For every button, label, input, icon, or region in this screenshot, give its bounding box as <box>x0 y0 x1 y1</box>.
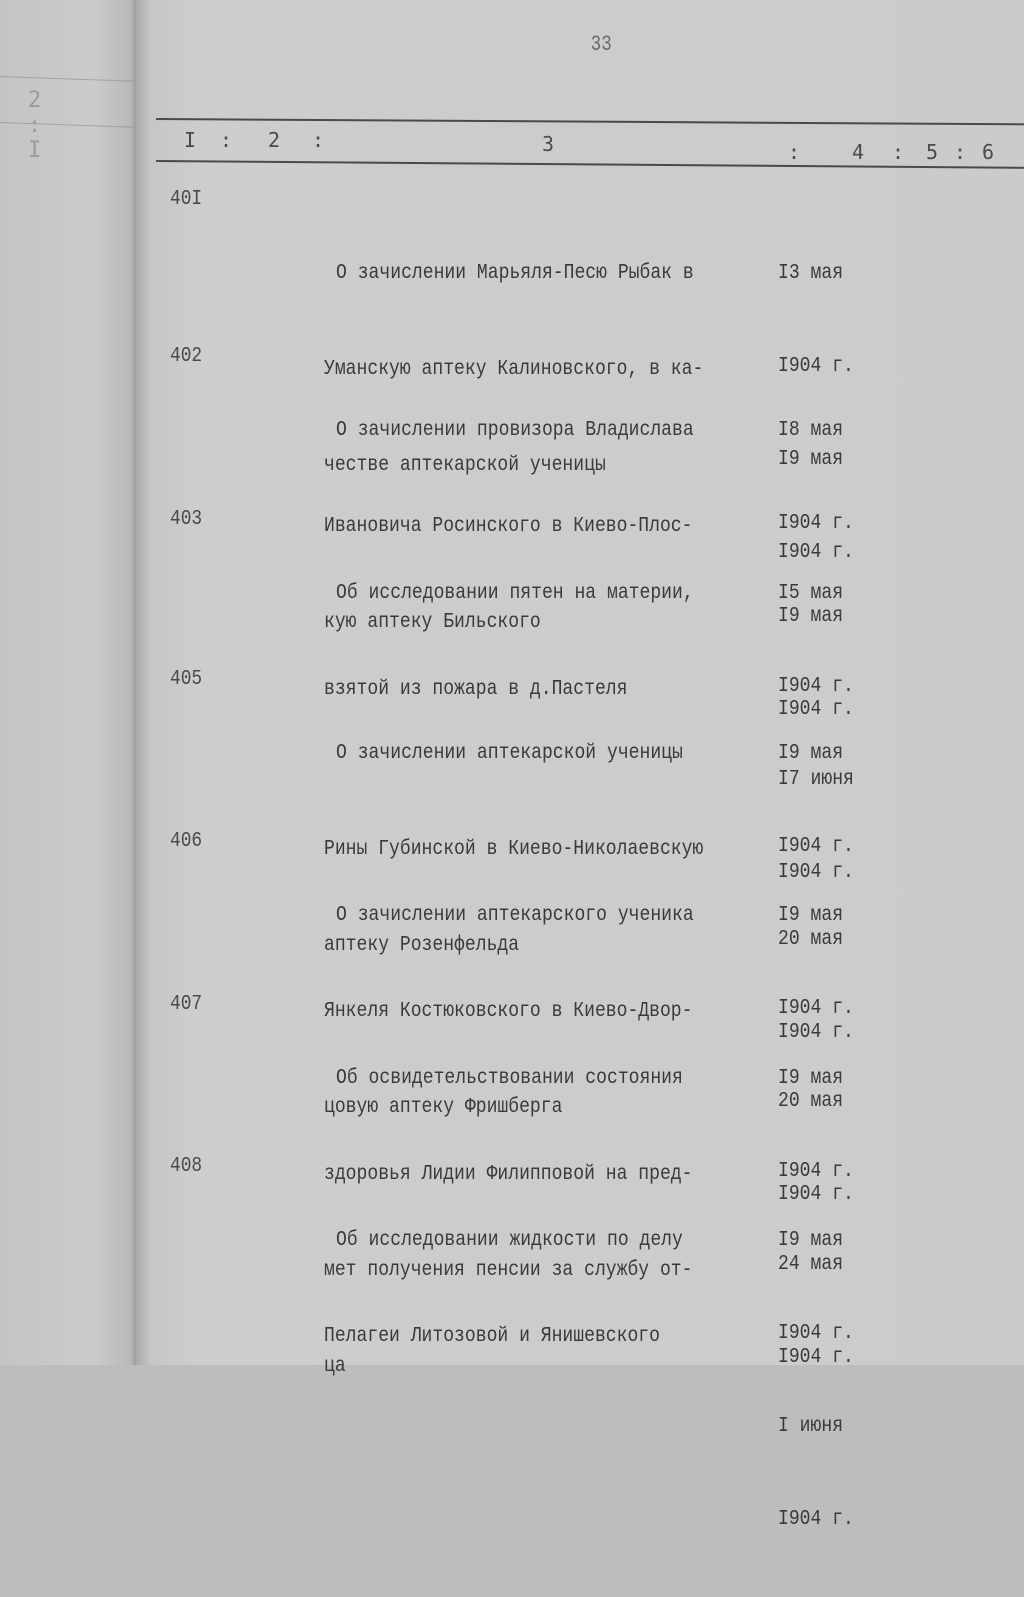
column-header-5: 5 <box>926 140 939 164</box>
entry-title-line: честве аптекарской ученицы <box>324 454 606 477</box>
entry-start-date: I9 мая <box>778 1067 844 1090</box>
column-header-sep: : <box>788 140 801 164</box>
entry-number: 407 <box>170 993 203 1016</box>
entry-title-line: взятой из пожара в д.Пастеля <box>324 678 628 701</box>
entry-start-date: I3 мая <box>778 262 844 285</box>
entry-end-year: I904 г. <box>778 1508 854 1531</box>
entry-end-year: I904 г. <box>778 1021 854 1044</box>
entry-start-year: I904 г. <box>778 835 854 858</box>
entry-end-year: I904 г. <box>778 541 854 564</box>
column-header-sep: : <box>892 140 905 164</box>
entry-title-line: Пелагеи Литозовой и Янишевского <box>324 1325 660 1348</box>
entry-title-line: Об исследовании пятен на материи, <box>336 582 694 605</box>
entry-start-year: I904 г. <box>778 355 854 378</box>
entry-start-year: I904 г. <box>778 997 854 1020</box>
column-header-sep: : <box>220 128 233 152</box>
entry-dates <box>778 1163 873 1597</box>
entry-title-line: Уманскую аптеку Калиновского, в ка- <box>324 358 704 381</box>
column-header-sep: : <box>312 128 325 152</box>
entry-end-year: I904 г. <box>778 861 854 884</box>
entry-end-date: I июня <box>778 1415 844 1438</box>
column-header-2: 2 <box>268 128 281 152</box>
entry-number: 40I <box>170 188 203 211</box>
entry-start-date: I9 мая <box>778 742 844 765</box>
entry-number: 402 <box>170 345 203 368</box>
register-entries <box>136 0 1024 1531</box>
entry-number: 406 <box>170 830 203 853</box>
entry-start-date: I9 мая <box>778 904 844 927</box>
column-header-3: 3 <box>542 132 555 156</box>
entry-title-line: Рины Губинской в Киево-Николаевскую <box>324 838 704 861</box>
entry-title-line: О зачислении аптекарской ученицы <box>336 742 683 765</box>
entry-start-date: I5 мая <box>778 582 844 605</box>
entry-title-line: Об исследовании жидкости по делу <box>336 1229 683 1252</box>
entry-title-line: Ивановича Росинского в Киево-Плос- <box>324 515 693 538</box>
entry-start-date: I9 мая <box>778 1229 844 1252</box>
entry-number: 403 <box>170 508 203 531</box>
entry-title-line: Об освидетельствовании состояния <box>336 1067 683 1090</box>
entry-title-line: О зачислении Марьяля-Песю Рыбак в <box>336 262 694 285</box>
entry-title-line: здоровья Лидии Филипповой на пред- <box>324 1163 693 1186</box>
entry-start-year: I904 г. <box>778 675 854 698</box>
left-page-edge <box>0 0 136 1365</box>
column-header-4: 4 <box>852 140 865 164</box>
left-page-ghost-header: 2 : I <box>28 88 66 163</box>
entry-start-year: I904 г. <box>778 1160 854 1183</box>
entry-number: 408 <box>170 1155 203 1178</box>
entry-end-date: I9 мая <box>778 448 844 471</box>
entry-start-year: I904 г. <box>778 1322 854 1345</box>
entry-title-line: О зачислении аптекарского ученика <box>336 904 694 927</box>
document-page <box>136 0 1024 1531</box>
entry-title-line: цовую аптеку Фришберга <box>324 1096 563 1119</box>
entry-start-year: I904 г. <box>778 512 854 535</box>
entry-end-date: I9 мая <box>778 605 844 628</box>
entry-end-year: I904 г. <box>778 1346 854 1369</box>
entry-title-line: кую аптеку Бильского <box>324 611 541 634</box>
column-header-6: 6 <box>982 140 995 164</box>
entry-end-date: 20 мая <box>778 928 844 951</box>
entry-start-date: I8 мая <box>778 419 844 442</box>
entry-end-year: I904 г. <box>778 698 854 721</box>
entry-title-line: мет получения пенсии за службу от- <box>324 1259 693 1282</box>
entry-number: 405 <box>170 668 203 691</box>
entry-end-date: I7 июня <box>778 768 854 791</box>
entry-title <box>324 1161 728 1417</box>
column-header-1: I <box>184 128 197 152</box>
entry-end-date: 24 мая <box>778 1253 844 1276</box>
entry-title-line: ца <box>324 1355 346 1378</box>
entry-end-year: I904 г. <box>778 1183 854 1206</box>
entry-title-line: аптеку Розенфельда <box>324 934 520 957</box>
column-header-sep: : <box>954 140 967 164</box>
ghost-rule <box>0 76 134 82</box>
entry-end-date: 20 мая <box>778 1090 844 1113</box>
entry-title-line: О зачислении провизора Владислава <box>336 419 694 442</box>
entry-title-line: Янкеля Костюковского в Киево-Двор- <box>324 1000 693 1023</box>
page-number: 33 <box>590 32 612 57</box>
